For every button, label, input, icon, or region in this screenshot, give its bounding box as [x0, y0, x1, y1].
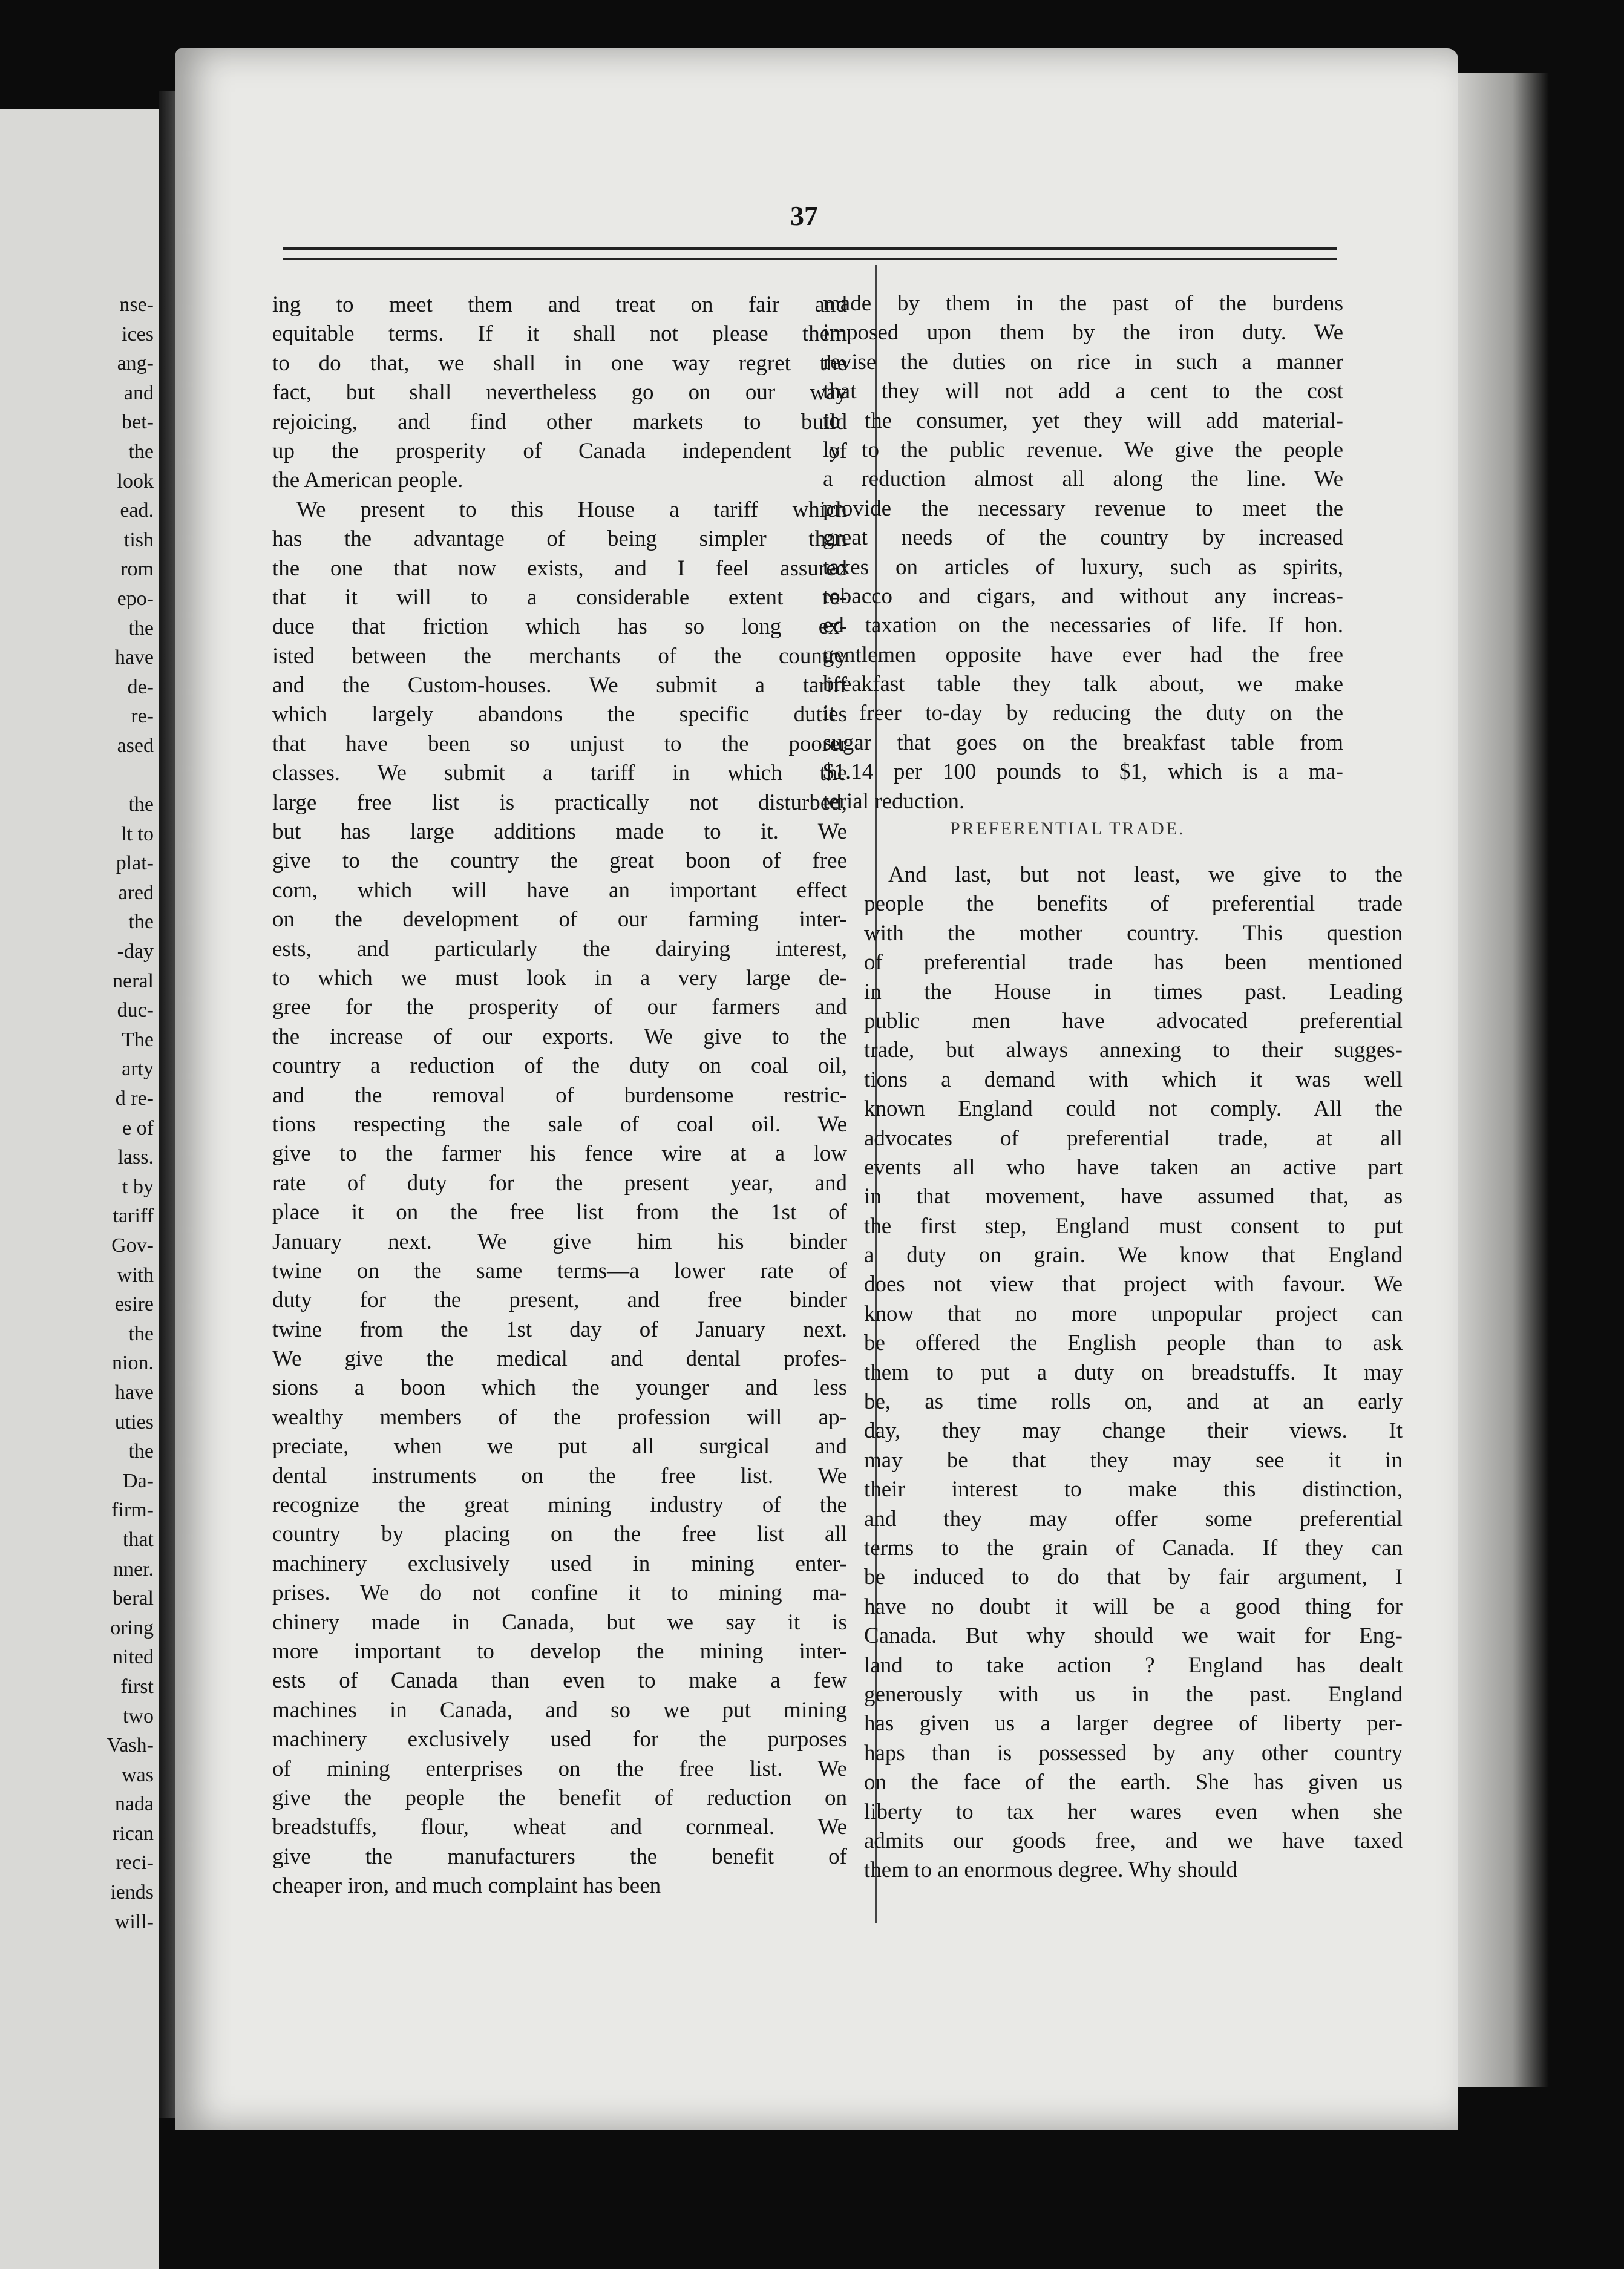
text-line: corn, which will have an important effect [272, 877, 847, 903]
text-line: twine on the same terms—a lower rate of [272, 1258, 847, 1283]
text-line: public men have advocated preferential [864, 1008, 1403, 1033]
text-line: and they may offer some preferential [864, 1506, 1403, 1531]
text-line: have no doubt it will be a good thing for [864, 1594, 1403, 1619]
text-line: isted between the merchants of the country [272, 643, 847, 669]
text-line: country by placing on the free list all [272, 1522, 847, 1547]
text-line: the one that now exists, and I feel assured [272, 555, 847, 581]
text-line: revise the duties on rice in such a manner [823, 349, 1343, 375]
text-line: taxes on articles of luxury, such as spirits, [823, 554, 1343, 580]
left-page-line: the [128, 440, 154, 463]
text-line: people the benefits of preferential trade [864, 891, 1403, 917]
text-line: admits our goods free, and we have taxed [864, 1828, 1403, 1853]
text-line: give to the farmer his fence wire at a low [272, 1141, 847, 1167]
left-page-line: Vash- [106, 1734, 154, 1757]
left-page-line: plat- [116, 852, 154, 875]
left-page-line: with [117, 1263, 154, 1286]
text-line: gree for the prosperity of our farmers and [272, 995, 847, 1020]
text-line: be offered the English people than to ask [864, 1331, 1403, 1356]
left-page-line: -day [117, 940, 154, 963]
text-line: great needs of the country by increased [823, 525, 1343, 551]
text-line: and the Custom-houses. We submit a tariff [272, 673, 847, 698]
left-page-line: neral [113, 969, 154, 992]
left-page-line: tish [123, 528, 154, 551]
section-heading: PREFERENTIAL TRADE. [950, 819, 1185, 839]
left-page-line: ices [122, 323, 154, 345]
text-line: tobacco and cigars, and without any increas- [823, 583, 1343, 609]
text-line: ly to the public revenue. We give the people [823, 437, 1343, 462]
left-page-line: rom [120, 558, 154, 581]
text-line: their interest to make this distinction, [864, 1477, 1403, 1502]
left-page-line: duc- [117, 999, 154, 1022]
left-page-line [0, 761, 159, 791]
text-line: up the prosperity of Canada independent of [272, 438, 847, 463]
left-page-line: Da- [123, 1469, 154, 1492]
text-line: machines in Canada, and so we put mining [272, 1697, 847, 1723]
text-line: ests, and particularly the dairying interest, [272, 936, 847, 961]
text-line: duce that friction which has so long ex- [272, 614, 847, 640]
left-page-line: lass. [117, 1146, 154, 1169]
left-page-line: rican [113, 1822, 154, 1845]
text-line: and the removal of burdensome restric- [272, 1082, 847, 1108]
text-line: in the House in times past. Leading [864, 979, 1403, 1004]
left-page-line: look [117, 470, 154, 493]
text-column-right-bottom [864, 860, 1403, 1885]
left-page-line: oring [110, 1616, 154, 1639]
text-line: give to the country the great boon of free [272, 848, 847, 874]
text-line: cheaper iron, and much complaint has been [272, 1873, 661, 1899]
text-line: be induced to do that by fair argument, I [864, 1565, 1403, 1590]
left-page-line: the [128, 617, 154, 640]
left-page-line: the [128, 1440, 154, 1463]
text-line: to the consumer, yet they will add material- [823, 408, 1343, 433]
text-line: sions a boon which the younger and less [272, 1375, 847, 1401]
text-line: breadstuffs, flour, wheat and cornmeal. We [272, 1815, 847, 1840]
left-page-line: firm- [111, 1499, 154, 1522]
left-page-line: reci- [116, 1852, 154, 1874]
text-line: does not view that project with favour. We [864, 1272, 1403, 1297]
text-line: We present to this House a tariff which [296, 497, 847, 522]
left-page-line: bet- [122, 411, 154, 434]
left-page-line: nited [113, 1646, 154, 1669]
left-page-line: that [123, 1528, 154, 1551]
left-page-line: iends [110, 1881, 154, 1904]
text-line: $1.14 per 100 pounds to $1, which is a ma- [823, 759, 1343, 785]
left-page-line: de- [127, 675, 154, 698]
text-line: events all who have taken an active part [864, 1154, 1403, 1180]
text-line: known England could not comply. All the [864, 1096, 1403, 1122]
text-line: trade, but always annexing to their sugges- [864, 1038, 1403, 1063]
left-page-line: lt to [121, 822, 154, 845]
text-line: tions respecting the sale of coal oil. We [272, 1112, 847, 1137]
left-page-line: nada [114, 1793, 154, 1816]
text-line: may be that they may see it in [864, 1447, 1403, 1473]
text-line: haps than is possessed by any other country [864, 1740, 1403, 1766]
text-line: tions a demand with which it was well [864, 1067, 1403, 1092]
left-page-line: t by [122, 1175, 154, 1198]
text-line: And last, but not least, we give to the [888, 862, 1403, 887]
text-line: prises. We do not confine it to mining ma- [272, 1580, 847, 1606]
text-line: classes. We submit a tariff in which the [272, 761, 847, 786]
text-line: chinery made in Canada, but we say it is [272, 1609, 847, 1635]
text-line: to do that, we shall in one way regret the [272, 350, 847, 376]
text-line: place it on the free list from the 1st of [272, 1200, 847, 1225]
left-page-line: first [120, 1675, 154, 1698]
text-line: generously with us in the past. England [864, 1681, 1403, 1707]
left-page-line: uties [114, 1410, 154, 1433]
text-line: know that no more unpopular project can [864, 1301, 1403, 1326]
text-line: breakfast table they talk about, we make [823, 672, 1343, 697]
left-page-line: the [128, 793, 154, 816]
text-line: preciate, when we put all surgical and [272, 1434, 847, 1459]
text-line: give the people the benefit of reduction on [272, 1785, 847, 1810]
text-line: the American people. [272, 468, 463, 493]
left-page-line: and [123, 381, 154, 404]
text-line: a reduction almost all along the line. We [823, 467, 1343, 492]
text-line: that have been so unjust to the poorer [272, 731, 847, 756]
text-line: be, as time rolls on, and at an early [864, 1389, 1403, 1415]
text-line: machinery exclusively used for the purposes [272, 1727, 847, 1752]
text-line: has the advantage of being simpler than [272, 526, 847, 552]
left-page-fragment [0, 109, 159, 2269]
text-line: to which we must look in a very large de- [272, 965, 847, 990]
text-line: a duty on grain. We know that England [864, 1243, 1403, 1268]
page-number: 37 [790, 200, 818, 231]
text-line: on the development of our farming inter- [272, 907, 847, 932]
left-page-line: was [122, 1763, 154, 1786]
left-page-line: ased [117, 734, 154, 757]
text-line: of mining enterprises on the free list. We [272, 1756, 847, 1781]
text-line: them to put a duty on breadstuffs. It may [864, 1360, 1403, 1385]
text-line: rejoicing, and find other markets to build [272, 409, 847, 434]
text-line: ing to meet them and treat on fair and [272, 292, 847, 317]
left-page-line: nion. [112, 1352, 154, 1375]
left-page-line: have [114, 1381, 154, 1404]
left-page-line: have [114, 646, 154, 669]
left-page-line: ared [118, 881, 154, 904]
text-line: made by them in the past of the burdens [823, 291, 1343, 316]
text-line: gentlemen opposite have ever had the free [823, 642, 1343, 667]
text-column-right-top [823, 289, 1343, 816]
text-line: recognize the great mining industry of the [272, 1493, 847, 1518]
text-line: January next. We give him his binder [272, 1229, 847, 1254]
left-page-line: e of [122, 1116, 154, 1139]
text-line: that it will to a considerable extent re- [272, 584, 847, 610]
left-page-line: esire [114, 1293, 154, 1316]
left-page-line: nner. [113, 1557, 154, 1580]
left-page-line: Gov- [111, 1234, 154, 1257]
left-page-line: re- [131, 705, 154, 728]
text-line: fact, but shall nevertheless go on our way [272, 380, 847, 405]
text-line: equitable terms. If it shall not please them [272, 321, 847, 347]
text-line: which largely abandons the specific duties [272, 702, 847, 727]
left-page-line: the [128, 1322, 154, 1345]
text-line: advocates of preferential trade, at all [864, 1125, 1403, 1151]
text-line: them to an enormous degree. Why should [864, 1858, 1237, 1883]
text-line: sugar that goes on the breakfast table from [823, 730, 1343, 755]
text-line: dental instruments on the free list. We [272, 1463, 847, 1488]
left-page-line: two [123, 1704, 154, 1727]
left-page-line: d re- [115, 1087, 154, 1110]
text-line: terms to the grain of Canada. If they can [864, 1535, 1403, 1560]
text-line: We give the medical and dental profes- [272, 1346, 847, 1372]
text-line: the increase of our exports. We give to the [272, 1024, 847, 1049]
text-line: wealthy members of the profession will ap- [272, 1404, 847, 1430]
text-line: the first step, England must consent to put [864, 1213, 1403, 1239]
left-page-line: will- [114, 1910, 154, 1933]
text-line: large free list is practically not disturbed, [272, 790, 847, 815]
text-line: in that movement, have assumed that, as [864, 1184, 1403, 1210]
text-line: it freer to-day by reducing the duty on the [823, 701, 1343, 726]
text-line: that they will not add a cent to the cost [823, 379, 1343, 404]
text-line: rate of duty for the present year, and [272, 1170, 847, 1196]
text-line: imposed upon them by the iron duty. We [823, 320, 1343, 345]
left-page-line: The [122, 1028, 154, 1051]
text-line: of preferential trade has been mentioned [864, 950, 1403, 975]
left-page-line: nse- [119, 293, 154, 316]
left-page-line: epo- [117, 587, 154, 610]
left-page-line: tariff [113, 1205, 154, 1228]
text-line: give the manufacturers the benefit of [272, 1844, 847, 1869]
text-line: ed taxation on the necessaries of life. If hon. [823, 613, 1343, 638]
text-line: terial reduction. [823, 788, 965, 814]
left-page-line: beral [113, 1587, 154, 1610]
text-line: machinery exclusively used in mining enter- [272, 1551, 847, 1576]
left-page-line: arty [122, 1058, 154, 1081]
text-line: duty for the present, and free binder [272, 1288, 847, 1313]
text-line: land to take action ? England has dealt [864, 1652, 1403, 1678]
text-line: day, they may change their views. It [864, 1418, 1403, 1444]
text-line: ests of Canada than even to make a few [272, 1668, 847, 1694]
left-page-line: the [128, 911, 154, 934]
text-line: more important to develop the mining inter- [272, 1639, 847, 1664]
text-column-left [272, 290, 847, 1901]
left-page-line: ang- [117, 352, 154, 375]
text-line: Canada. But why should we wait for Eng- [864, 1623, 1403, 1649]
text-line: on the face of the earth. She has given us [864, 1770, 1403, 1795]
text-line: has given us a larger degree of liberty per- [864, 1711, 1403, 1737]
left-page-line: ead. [120, 499, 154, 522]
text-line: with the mother country. This question [864, 920, 1403, 946]
text-line: liberty to tax her wares even when she [864, 1799, 1403, 1824]
header-rule [283, 247, 1337, 260]
text-line: twine from the 1st day of January next. [272, 1317, 847, 1342]
text-line: but has large additions made to it. We [272, 819, 847, 845]
text-line: country a reduction of the duty on coal oil, [272, 1053, 847, 1079]
text-line: provide the necessary revenue to meet the [823, 496, 1343, 521]
page-edge [1458, 73, 1549, 2087]
